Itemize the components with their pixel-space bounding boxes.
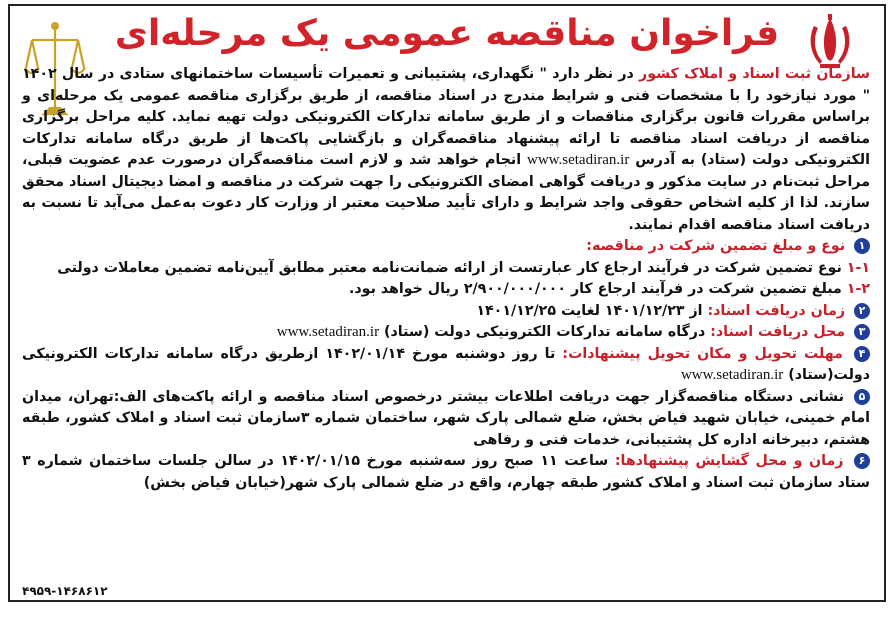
intro-text-1: در نظر دارد " نگهداری، پشتیبانی و تعمیرات تأسیسات ساختمانهای ستادی در سال ۱۴۰۲ " مورد نیازخود را با مشخصات فنی و شرایط مندرج در اسناد مناقصه، از طریق برگزاری مناقصه عمومی یک مرحله‌ای و براساس مقررات قانون برگزاری مناقصات و از طریق سامانه تدارکات الکترونیکی دولت تهیه نماید. کلیه مراحل برگزاری مناقصه از دریافت اسناد مناقصه تا ارائه پیشنهاد مناقصه‌گران و بازگشایی پاکت‌ها از طریق درگاه سامانه تدارکات الکترونیکی دولت (ستاد) به آدرس — [22, 66, 870, 168]
item-number-badge: ۳ — [854, 324, 870, 340]
item-heading: نوع و مبلغ تضمین شرکت در مناقصه: — [586, 238, 846, 254]
organization-name: سازمان ثبت اسناد و املاک کشور — [639, 66, 870, 82]
item-1-2 — [22, 279, 870, 301]
sub-item-number: ۱-۱ — [846, 259, 870, 276]
item-text: مبلغ تضمین شرکت در فرآیند ارجاع کار ۲/۹۰۰/۰۰۰/۰۰۰ ریال خواهد بود. — [349, 281, 842, 297]
intro-paragraph — [22, 64, 870, 236]
sub-item-number: ۱-۲ — [846, 281, 870, 297]
item-1 — [22, 236, 870, 258]
notice-title: فراخوان مناقصه عمومی یک مرحله‌ای — [114, 13, 780, 54]
item-text: درگاه سامانه تدارکات الکترونیکی دولت (ستاد) — [384, 324, 706, 340]
item-text: ساعت ۱۱ صبح روز سه‌شنبه مورخ ۱۴۰۲/۰۱/۱۵ در سالن جلسات ساختمان شماره ۳ ستاد سازمان ثبت اسناد و املاک کشور طبقه چهارم، واقع در ضلع شمالی پارک شهر(خیابان فیاض بخش) — [22, 453, 870, 491]
notice-body — [22, 64, 870, 494]
item-3 — [22, 322, 870, 344]
tender-notice — [8, 4, 886, 602]
item-1-1 — [22, 258, 870, 280]
item-text: نوع تضمین شرکت در فرآیند ارجاع کار عبارتست از ارائه ضمانت‌نامه معتبر مطابق آیین‌نامه تضمین معاملات دولتی — [57, 259, 842, 276]
item-heading: زمان دریافت اسناد: — [707, 302, 846, 319]
item-4 — [22, 344, 870, 387]
item-heading: مهلت تحویل و مکان تحویل پیشنهادات: — [562, 345, 843, 362]
intro-text-2: انجام خواهد شد و لازم است مناقصه‌گران درصورت عدم عضویت قبلی، مراحل ثبت‌نام در سایت مذکور و دریافت گواهی امضای الکترونیکی را جهت شرکت در مناقصه و امضا دیجیتال اسناد محقق سازند. لذا از کلیه اشخاص حقوقی واجد شرایط و دارای تأیید صلاحیت معتبر از وزارت کار دعوت به‌عمل می‌آید تا نسبت به دریافت اسناد مناقصه اقدام نمایند. — [22, 152, 870, 233]
item-number-badge: ۵ — [854, 389, 870, 405]
item-2 — [22, 301, 870, 323]
item-heading: محل دریافت اسناد: — [710, 324, 846, 340]
item-text: نشانی دستگاه مناقصه‌گزار جهت دریافت اطلاعات بیشتر درخصوص اسناد مناقصه و ارائه پاکت‌های الف:تهران، میدان امام خمینی، خیابان شهید فیاض بخش، ضلع شمالی پارک شهر، ساختمان شماره ۳سازمان ثبت اسناد و املاک کشور، طبقه هشتم، دبیرخانه اداره کل پشتیبانی، خدمات فنی و رفاهی — [22, 388, 871, 448]
item-text: از ۱۴۰۱/۱۲/۲۳ لغایت ۱۴۰۱/۱۲/۲۵ — [476, 302, 703, 319]
item-number-badge: ۲ — [854, 303, 870, 319]
item-number-badge: ۱ — [854, 238, 870, 254]
item-text: تا روز دوشنبه مورخ ۱۴۰۲/۰۱/۱۴ ازطریق درگاه سامانه تدارکات الکترونیکی دولت(ستاد) — [22, 345, 870, 383]
setad-link[interactable]: www.setadiran.ir — [527, 152, 630, 168]
setad-link[interactable]: www.setadiran.ir — [276, 324, 380, 340]
item-number-badge: ۶ — [854, 453, 870, 469]
notice-code: ۴۹۵۹-۱۴۶۸۶۱۲ — [22, 584, 108, 598]
item-6 — [22, 451, 870, 494]
setad-link[interactable]: www.setadiran.ir — [680, 367, 784, 383]
item-heading: زمان و محل گشایش پیشنهادها: — [614, 453, 844, 469]
item-5 — [22, 387, 870, 452]
item-number-badge: ۴ — [854, 346, 870, 362]
